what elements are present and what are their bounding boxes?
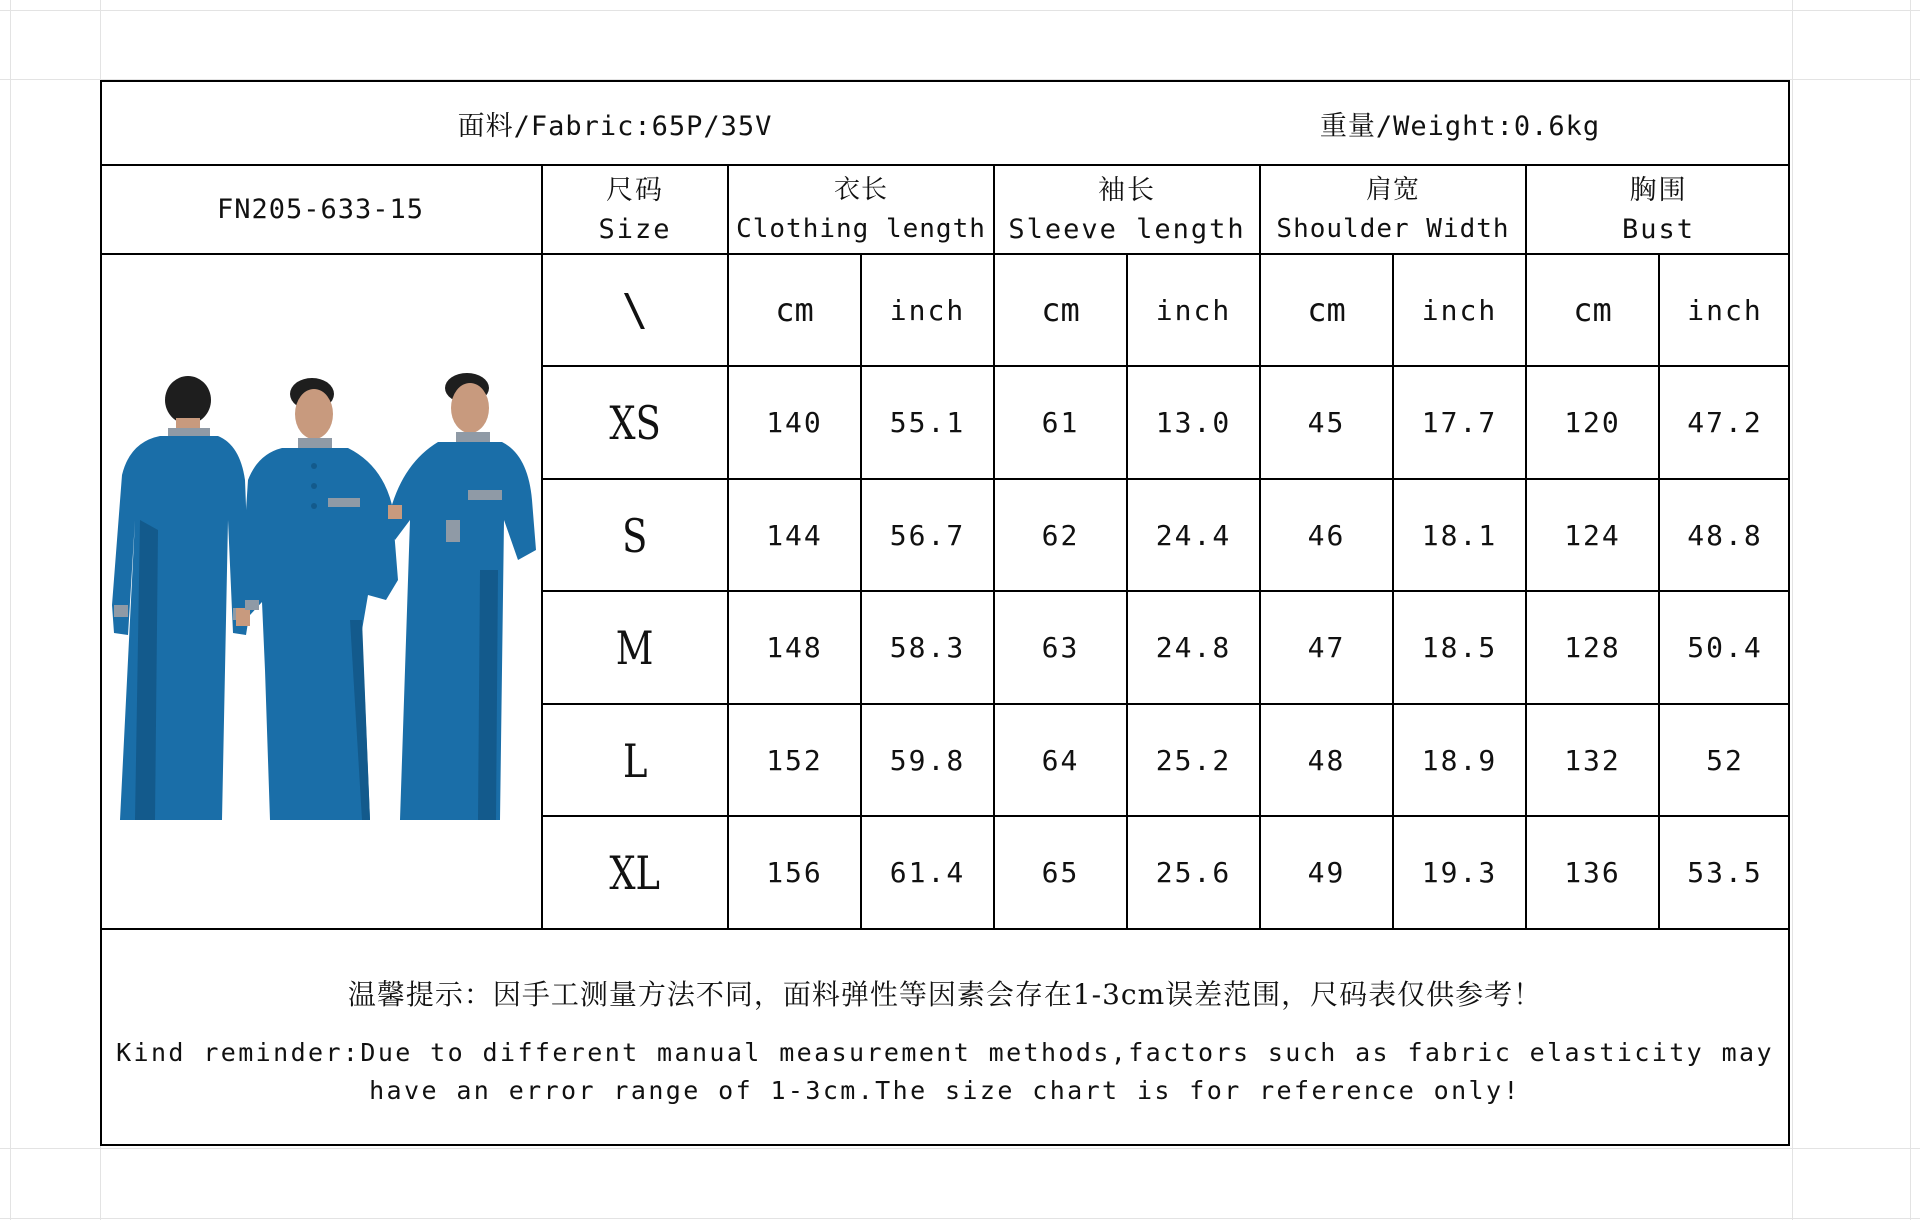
size-label: S	[622, 508, 648, 563]
measurement-cell: 45	[1307, 406, 1346, 439]
measurement-cell: 128	[1564, 631, 1621, 664]
measurement-cell: 59.8	[889, 744, 966, 777]
grid-line	[1910, 0, 1911, 1220]
size-label: XL	[609, 845, 661, 900]
column-header-cn: 尺码	[606, 174, 664, 206]
measurement-cell: 64	[1041, 744, 1080, 777]
measurement-cell: 18.9	[1421, 744, 1498, 777]
measurement-cell: 63	[1041, 631, 1080, 664]
column-header-cn: 肩宽	[1365, 174, 1420, 205]
unit-cm: cm	[1307, 291, 1346, 329]
reminder-english-text: have an error range of 1-3cm.The size chart is for reference only!	[369, 1076, 1521, 1105]
column-header-en: Sleeve length	[1008, 213, 1246, 245]
measurement-cell: 19.3	[1421, 856, 1498, 889]
size-label: XS	[609, 395, 661, 450]
measurement-cell: 55.1	[889, 406, 966, 439]
measurement-cell: 50.4	[1687, 631, 1763, 664]
measurement-cell: 17.7	[1421, 406, 1498, 439]
measurement-cell: 48	[1307, 744, 1346, 777]
measurement-cell: 18.1	[1421, 519, 1498, 552]
measurement-cell: 140	[766, 406, 823, 439]
measurement-cell: 62	[1041, 519, 1080, 552]
column-header-sleeve-length	[995, 166, 1259, 253]
measurement-cell: 65	[1041, 856, 1080, 889]
size-cell	[543, 705, 727, 816]
measurement-cell: 132	[1564, 744, 1621, 777]
measurement-cell: 13.0	[1155, 406, 1232, 439]
measurement-cell: 18.5	[1421, 631, 1498, 664]
measurement-cell: 47.2	[1687, 406, 1763, 439]
grid-line	[1792, 0, 1793, 1220]
measurement-cell: 120	[1564, 406, 1621, 439]
column-header-cn: 袖长	[1098, 174, 1156, 206]
fabric-label: 面料/Fabric:65P/35V	[457, 110, 773, 142]
measurement-cell: 48.8	[1687, 519, 1763, 552]
measurement-cell: 61	[1041, 406, 1080, 439]
model-cuff-view	[388, 373, 536, 820]
unit-cm: cm	[1573, 291, 1612, 329]
unit-inch: inch	[1687, 293, 1763, 327]
grid-line	[0, 10, 1920, 11]
measurement-cell: 152	[766, 744, 823, 777]
measurement-cell: 25.6	[1155, 856, 1232, 889]
measurement-cell: 47	[1307, 631, 1346, 664]
measurement-cell: 56.7	[889, 519, 966, 552]
weight-label: 重量/Weight:0.6kg	[1319, 110, 1601, 142]
size-label: L	[622, 733, 648, 788]
product-code: FN205-633-15	[216, 194, 425, 225]
column-header-clothing-length	[729, 166, 993, 253]
measurement-cell: 52	[1706, 744, 1744, 777]
column-header-en: Shoulder Width	[1276, 213, 1510, 244]
column-header-bust	[1527, 166, 1790, 253]
reminder-english-line-2	[100, 1072, 1790, 1110]
grid-line	[10, 0, 11, 1220]
column-header-en: Clothing length	[736, 213, 986, 244]
measurement-cell: 124	[1564, 519, 1621, 552]
measurement-cell: 61.4	[889, 856, 966, 889]
model-front-view	[236, 378, 398, 820]
reminder-chinese: 温馨提示：因手工测量方法不同，面料弹性等因素会存在1-3cm误差范围，尺码表仅供参考！	[347, 978, 1543, 1011]
column-header-size	[543, 166, 727, 253]
product-photo	[100, 370, 540, 820]
measurement-cell: 24.4	[1155, 519, 1232, 552]
unit-inch: inch	[1155, 293, 1232, 327]
column-header-cn: 衣长	[833, 174, 888, 205]
column-header-cn: 胸围	[1629, 174, 1688, 206]
column-header-en: Size	[598, 213, 672, 245]
rule	[100, 928, 1790, 930]
measurement-cell: 25.2	[1155, 744, 1232, 777]
size-label: M	[616, 620, 654, 675]
size-cell	[543, 592, 727, 703]
size-cell	[543, 480, 727, 591]
model-back-view	[112, 376, 250, 820]
column-header-en: Bust	[1621, 213, 1696, 245]
column-header-shoulder-width	[1261, 166, 1525, 253]
measurement-cell: 148	[766, 631, 823, 664]
measurement-cell: 53.5	[1687, 856, 1763, 889]
grid-line	[0, 1148, 1920, 1149]
unit-slash: \	[621, 284, 649, 336]
measurement-cell: 144	[766, 519, 823, 552]
unit-cm: cm	[775, 291, 814, 329]
size-cell	[543, 817, 727, 928]
unit-inch: inch	[889, 293, 966, 327]
measurement-cell: 136	[1564, 856, 1621, 889]
measurement-cell: 58.3	[889, 631, 966, 664]
measurement-cell: 46	[1307, 519, 1346, 552]
measurement-cell: 49	[1307, 856, 1346, 889]
unit-inch: inch	[1421, 293, 1498, 327]
reminder-english-text: Kind reminder:Due to different manual measurement methods,factors such as fabric elasticity may	[116, 1038, 1774, 1067]
measurement-cell: 156	[766, 856, 823, 889]
unit-cm: cm	[1041, 291, 1080, 329]
size-cell	[543, 367, 727, 478]
measurement-cell: 24.8	[1155, 631, 1232, 664]
reminder-english-line-1	[100, 1034, 1790, 1072]
grid-line	[0, 1218, 1920, 1219]
